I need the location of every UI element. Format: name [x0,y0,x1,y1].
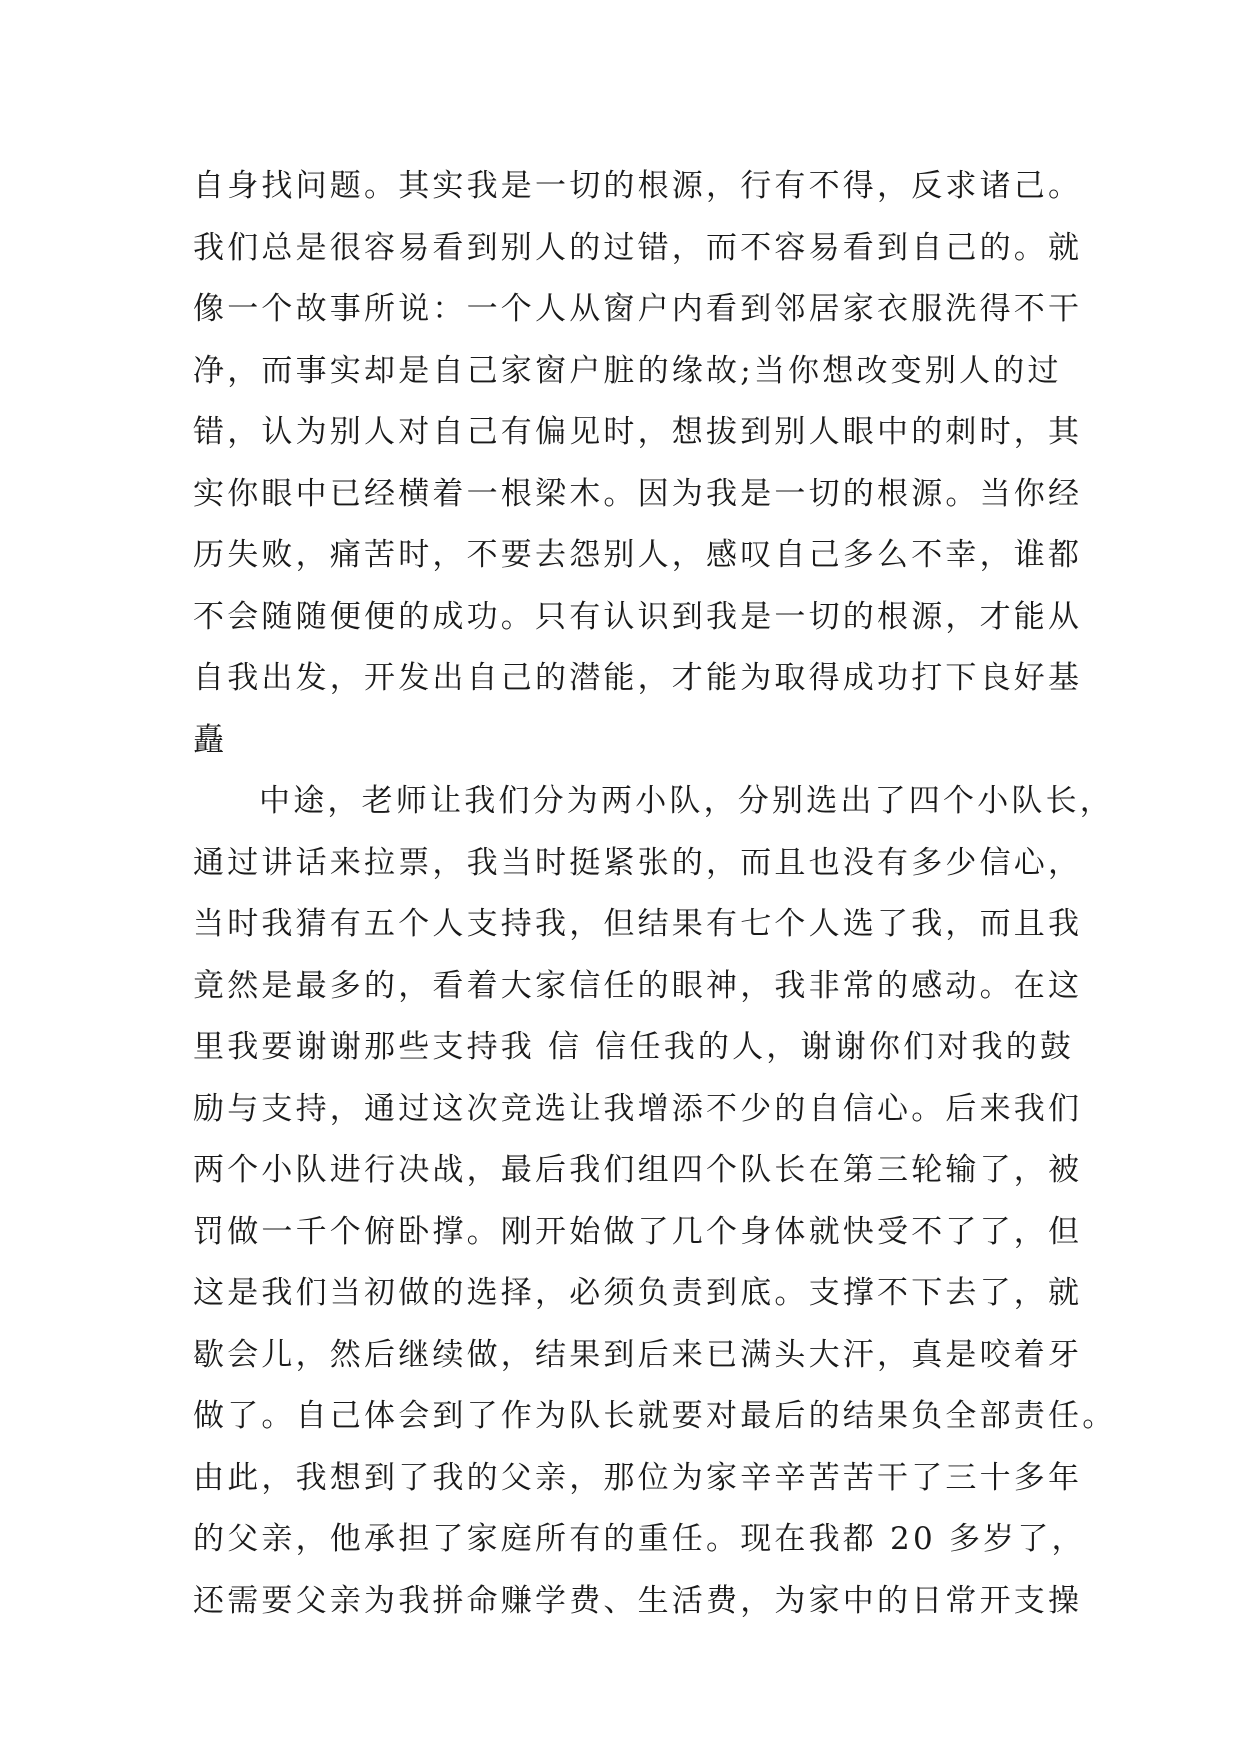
paragraph-2-line-12: 由此，我想到了我的父亲，那位为家辛辛苦苦干了三十多年 [193,1459,1083,1496]
paragraph-2-line-2: 通过讲话来拉票，我当时挺紧张的，而且也没有多少信心， [193,844,1083,881]
paragraph-2-line-6: 励与支持，通过这次竞选让我增添不少的自信心。后来我们 [193,1090,1083,1127]
paragraph-2-line-10: 歇会儿，然后继续做，结果到后来已满头大汗，真是咬着牙 [193,1336,1083,1373]
paragraph-2-line-14: 还需要父亲为我拼命赚学费、生活费，为家中的日常开支操 [193,1582,1083,1619]
paragraph-2-line-8: 罚做一千个俯卧撑。刚开始做了几个身体就快受不了了，但 [193,1213,1083,1250]
paragraph-1-line-8: 不会随随便便的成功。只有认识到我是一切的根源，才能从 [193,598,1083,635]
paragraph-2-line-7: 两个小队进行决战，最后我们组四个队长在第三轮输了，被 [193,1152,1083,1188]
paragraph-2-line-5: 里我要谢谢那些支持我 信 信任我的人，谢谢你们对我的鼓 [193,1029,1075,1065]
paragraph-2-line-1: 中途，老师让我们分为两小队，分别选出了四个小队长， [259,783,1114,819]
paragraph-1-line-7: 历失败，痛苦时，不要去怨别人，感叹自己多么不幸，谁都 [193,537,1083,573]
paragraph-2-line-11: 做了。自己体会到了作为队长就要对最后的结果负全部责任。 [193,1398,1117,1434]
paragraph-1-line-3: 像一个故事所说：一个人从窗户内看到邻居家衣服洗得不干 [193,291,1083,327]
paragraph-1-line-4: 净，而事实却是自己家窗户脏的缘故;当你想改变别人的过 [193,352,1062,389]
paragraph-2-line-13: 的父亲，他承担了家庭所有的重任。现在我都 20 多岁了， [193,1521,1086,1557]
paragraph-2-line-3: 当时我猜有五个人支持我，但结果有七个人选了我，而且我 [193,906,1083,942]
paragraph-1-line-1: 自身找问题。其实我是一切的根源，行有不得，反求诸己。 [193,168,1083,204]
paragraph-1-line-6: 实你眼中已经横着一根梁木。因为我是一切的根源。当你经 [193,475,1083,512]
paragraph-1-line-10: 矗 [193,721,228,758]
paragraph-1-line-5: 错，认为别人对自己有偏见时，想拔到别人眼中的刺时，其 [193,414,1083,450]
paragraph-2-line-9: 这是我们当初做的选择，必须负责到底。支撑不下去了，就 [193,1275,1083,1311]
paragraph-1-line-2: 我们总是很容易看到别人的过错，而不容易看到自己的。就 [193,229,1083,266]
paragraph-1-line-9: 自我出发，开发出自己的潜能，才能为取得成功打下良好基 [193,660,1083,696]
body-text [193,156,1117,1632]
paragraph-2-line-4: 竟然是最多的，看着大家信任的眼神，我非常的感动。在这 [193,967,1083,1004]
